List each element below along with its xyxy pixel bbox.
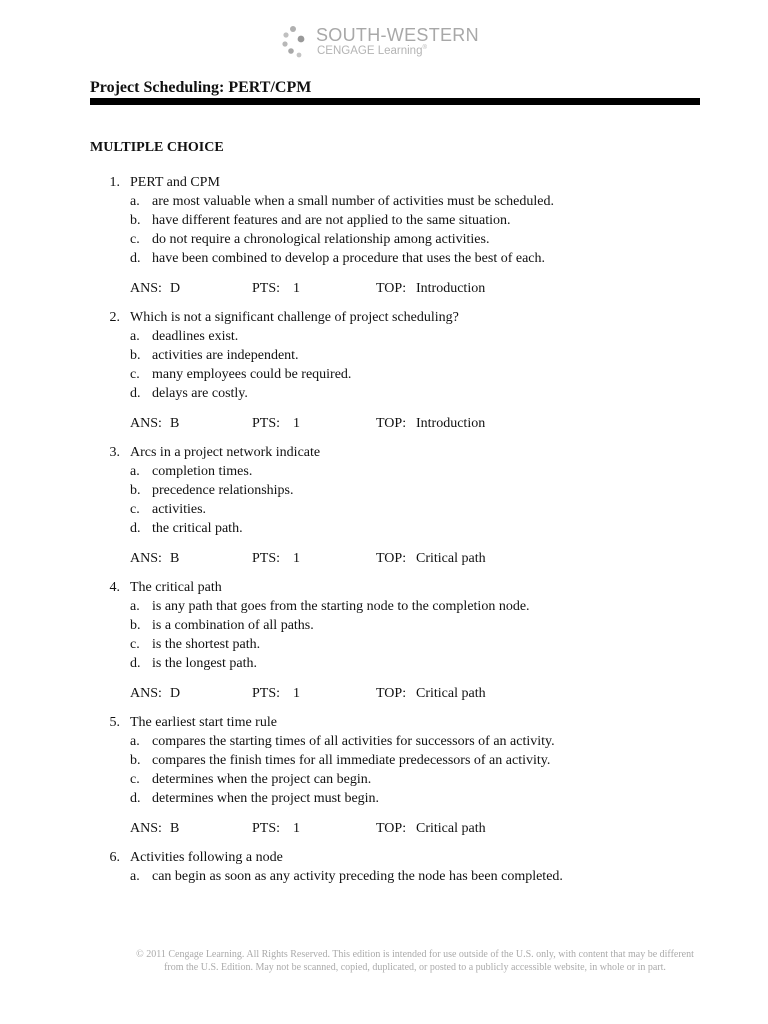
ans-label: ANS:: [130, 551, 162, 566]
question-number: 2.: [109, 310, 120, 325]
choice-d: [0, 249, 768, 268]
choice-a: [0, 867, 768, 886]
question-number: 6.: [109, 850, 120, 865]
choice-c: [0, 635, 768, 654]
pts-value: 1: [293, 821, 300, 836]
answer-meta: [0, 549, 768, 568]
choice-c: [0, 230, 768, 249]
registered-mark: ®: [422, 45, 427, 52]
pts-label: PTS:: [252, 281, 281, 296]
ans-value: B: [170, 821, 180, 836]
choice-text: compares the starting times of all activities for successors of an activity.: [152, 734, 555, 749]
question-stem: [0, 848, 768, 867]
choice-c: [0, 770, 768, 789]
top-label: TOP:: [376, 686, 407, 701]
top-label: TOP:: [376, 416, 407, 431]
question-number: 1.: [109, 175, 120, 190]
choice-letter: d.: [130, 251, 141, 266]
choice-letter: a.: [130, 599, 140, 614]
choice-letter: c.: [130, 232, 140, 247]
choice-c: [0, 365, 768, 384]
question-6: [0, 848, 768, 886]
top-label: TOP:: [376, 551, 407, 566]
choice-letter: b.: [130, 213, 141, 228]
choice-letter: a.: [130, 464, 140, 479]
question-text: The earliest start time rule: [130, 715, 277, 730]
ans-value: B: [170, 416, 180, 431]
choice-a: [0, 597, 768, 616]
choice-letter: b.: [130, 753, 141, 768]
choice-text: is the shortest path.: [152, 637, 261, 652]
choice-d: [0, 654, 768, 673]
choice-c: [0, 500, 768, 519]
choice-text: the critical path.: [152, 521, 243, 536]
top-label: TOP:: [376, 821, 407, 836]
question-list: [0, 173, 768, 896]
choice-text: are most valuable when a small number of activities must be scheduled.: [152, 194, 554, 209]
question-1: [0, 173, 768, 298]
choice-text: activities are independent.: [152, 348, 299, 363]
choice-b: [0, 211, 768, 230]
choice-b: [0, 751, 768, 770]
publisher-logo: [280, 24, 480, 60]
question-text: Which is not a significant challenge of project scheduling?: [130, 310, 459, 325]
choice-text: determines when the project must begin.: [152, 791, 380, 806]
question-text: Activities following a node: [130, 850, 283, 865]
ans-label: ANS:: [130, 416, 162, 431]
choice-a: [0, 462, 768, 481]
choice-text: can begin as soon as any activity preceding the node has been completed.: [152, 869, 563, 884]
choice-letter: d.: [130, 791, 141, 806]
top-value: Introduction: [416, 416, 486, 431]
pts-label: PTS:: [252, 686, 281, 701]
ans-value: D: [170, 686, 181, 701]
choice-text: determines when the project can begin.: [152, 772, 372, 787]
pts-value: 1: [293, 416, 300, 431]
choice-letter: a.: [130, 194, 140, 209]
pts-label: PTS:: [252, 551, 281, 566]
logo-line-2-text: CENGAGE Learning: [317, 45, 423, 57]
question-text: Arcs in a project network indicate: [130, 445, 321, 460]
pts-value: 1: [293, 686, 300, 701]
choice-letter: d.: [130, 656, 141, 671]
pts-label: PTS:: [252, 416, 281, 431]
choice-text: have different features and are not applied to the same situation.: [152, 213, 511, 228]
choice-text: is the longest path.: [152, 656, 257, 671]
choice-d: [0, 789, 768, 808]
answer-meta: [0, 684, 768, 703]
choice-text: do not require a chronological relationship among activities.: [152, 232, 490, 247]
ans-value: B: [170, 551, 180, 566]
top-value: Critical path: [416, 821, 486, 836]
choice-letter: b.: [130, 483, 141, 498]
choice-text: is any path that goes from the starting node to the completion node.: [152, 599, 530, 614]
question-stem: [0, 578, 768, 597]
document-title: Project Scheduling: PERT/CPM: [90, 79, 312, 96]
top-value: Critical path: [416, 551, 486, 566]
ans-label: ANS:: [130, 821, 162, 836]
question-stem: [0, 308, 768, 327]
question-number: 3.: [109, 445, 120, 460]
choice-a: [0, 732, 768, 751]
copyright-footer: [120, 948, 710, 974]
choice-letter: c.: [130, 772, 140, 787]
choice-text: delays are costly.: [152, 386, 248, 401]
logo-line-2: [317, 45, 427, 57]
answer-meta: [0, 279, 768, 298]
question-stem: [0, 173, 768, 192]
pts-value: 1: [293, 281, 300, 296]
logo-dots-icon: [280, 24, 310, 58]
choice-text: compares the finish times for all immediate predecessors of an activity.: [152, 753, 551, 768]
copyright-line-2: from the U.S. Edition. May not be scanned, copied, duplicated, or posted to a publicly accessible website, in whole or in part.: [164, 962, 666, 973]
top-label: TOP:: [376, 281, 407, 296]
title-rule: [90, 98, 700, 105]
top-value: Critical path: [416, 686, 486, 701]
answer-meta: [0, 819, 768, 838]
choice-letter: c.: [130, 637, 140, 652]
ans-label: ANS:: [130, 686, 162, 701]
choice-text: completion times.: [152, 464, 253, 479]
choice-letter: d.: [130, 386, 141, 401]
copyright-line-1: © 2011 Cengage Learning. All Rights Reserved. This edition is intended for use outside of the U.S. only, with content that may be different: [136, 949, 694, 960]
choice-d: [0, 519, 768, 538]
logo-line-1: SOUTH-WESTERN: [316, 25, 479, 45]
pts-value: 1: [293, 551, 300, 566]
answer-meta: [0, 414, 768, 433]
choice-letter: c.: [130, 502, 140, 517]
question-2: [0, 308, 768, 433]
question-number: 4.: [109, 580, 120, 595]
choice-letter: b.: [130, 618, 141, 633]
ans-label: ANS:: [130, 281, 162, 296]
choice-a: [0, 327, 768, 346]
choice-d: [0, 384, 768, 403]
question-number: 5.: [109, 715, 120, 730]
choice-letter: c.: [130, 367, 140, 382]
question-3: [0, 443, 768, 568]
question-stem: [0, 443, 768, 462]
choice-text: precedence relationships.: [152, 483, 294, 498]
ans-value: D: [170, 281, 181, 296]
choice-b: [0, 616, 768, 635]
choice-text: is a combination of all paths.: [152, 618, 314, 633]
choice-letter: b.: [130, 348, 141, 363]
question-stem: [0, 713, 768, 732]
choice-letter: a.: [130, 869, 140, 884]
choice-letter: a.: [130, 329, 140, 344]
pts-label: PTS:: [252, 821, 281, 836]
choice-letter: a.: [130, 734, 140, 749]
choice-text: have been combined to develop a procedure that uses the best of each.: [152, 251, 546, 266]
question-5: [0, 713, 768, 838]
choice-a: [0, 192, 768, 211]
question-4: [0, 578, 768, 703]
choice-text: activities.: [152, 502, 207, 517]
choice-b: [0, 346, 768, 365]
question-text: The critical path: [130, 580, 222, 595]
choice-text: deadlines exist.: [152, 329, 239, 344]
choice-text: many employees could be required.: [152, 367, 352, 382]
section-heading: MULTIPLE CHOICE: [90, 140, 224, 155]
choice-b: [0, 481, 768, 500]
top-value: Introduction: [416, 281, 486, 296]
question-text: PERT and CPM: [130, 175, 220, 190]
choice-letter: d.: [130, 521, 141, 536]
